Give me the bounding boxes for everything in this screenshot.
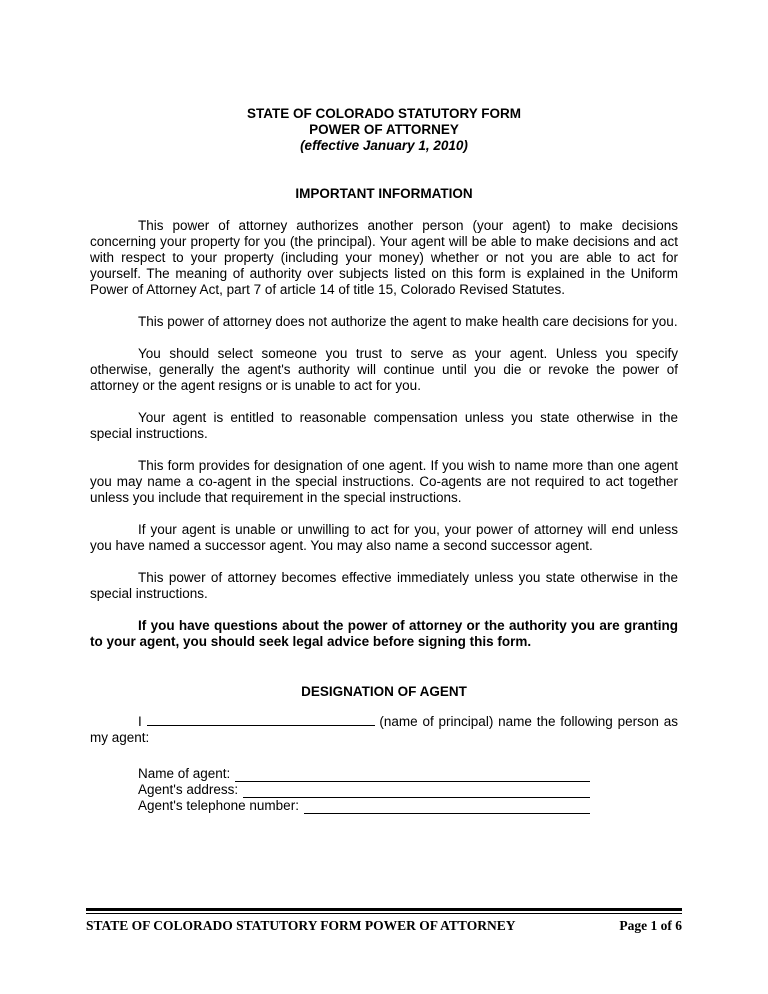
principal-name-line (90, 714, 678, 746)
agent-phone-label: Agent's telephone number: (138, 798, 299, 813)
paragraph-effective-immediately: This power of attorney becomes effective immediately unless you state otherwise in the special instructions. (90, 570, 678, 601)
section-heading-important-information: IMPORTANT INFORMATION (295, 186, 473, 201)
principal-name-blank (147, 715, 375, 726)
footer-page-number: Page 1 of 6 (619, 917, 682, 933)
document-title-line1: STATE OF COLORADO STATUTORY FORM (247, 106, 521, 121)
footer-rule-thin (86, 913, 682, 914)
document-title (90, 106, 678, 154)
field-row-agent-phone (138, 798, 590, 814)
page-footer (86, 908, 682, 934)
document-title-line2: POWER OF ATTORNEY (309, 122, 459, 137)
paragraph-no-health-care: This power of attorney does not authorize the agent to make health care decisions for you. (138, 314, 678, 329)
principal-line-prefix: I (138, 714, 142, 729)
field-row-agent-name (138, 766, 590, 782)
agent-address-label: Agent's address: (138, 782, 239, 797)
agent-name-blank (235, 769, 590, 782)
footer-rule-thick (86, 908, 682, 911)
paragraph-seek-legal-advice: If you have questions about the power of attorney or the authority you are granting to your agent, you should seek legal advice before signing this form. (90, 618, 678, 649)
paragraph-one-agent: This form provides for designation of one agent. If you wish to name more than one agent you may name a co-agent in the special instructions. Co-agents are not required to act together unless you include that requirement in the special instructions. (90, 458, 678, 505)
field-row-agent-address (138, 782, 590, 798)
agent-address-blank (243, 785, 590, 798)
footer-document-title: STATE OF COLORADO STATUTORY FORM POWER OF ATTORNEY (86, 917, 516, 933)
agent-fields (138, 766, 590, 814)
principal-line-suffix: (name of principal) name the following person as my agent: (90, 714, 678, 745)
section-heading-designation-of-agent: DESIGNATION OF AGENT (301, 684, 467, 699)
paragraph-authorizes-agent: This power of attorney authorizes another person (your agent) to make decisions concerning your property for you (the principal). Your agent will be able to make decisions and act with respect to your property (including your money) whether or not you are able to act for yourself. The meaning of authority over subjects listed on this form is explained in the Uniform Power of Attorney Act, part 7 of article 14 of title 15, Colorado Revised Statutes. (90, 218, 678, 297)
agent-name-label: Name of agent: (138, 766, 231, 781)
paragraph-select-agent: You should select someone you trust to serve as your agent. Unless you specify otherwise, generally the agent's authority will continue until you die or revoke the power of attorney or the agent resigns or is unable to act for you. (90, 346, 678, 393)
agent-phone-blank (304, 801, 590, 814)
document-title-effective-date: (effective January 1, 2010) (300, 138, 468, 153)
paragraph-successor-agent: If your agent is unable or unwilling to act for you, your power of attorney will end unless you have named a successor agent. You may also name a second successor agent. (90, 522, 678, 553)
paragraph-compensation: Your agent is entitled to reasonable compensation unless you state otherwise in the special instructions. (90, 410, 678, 441)
